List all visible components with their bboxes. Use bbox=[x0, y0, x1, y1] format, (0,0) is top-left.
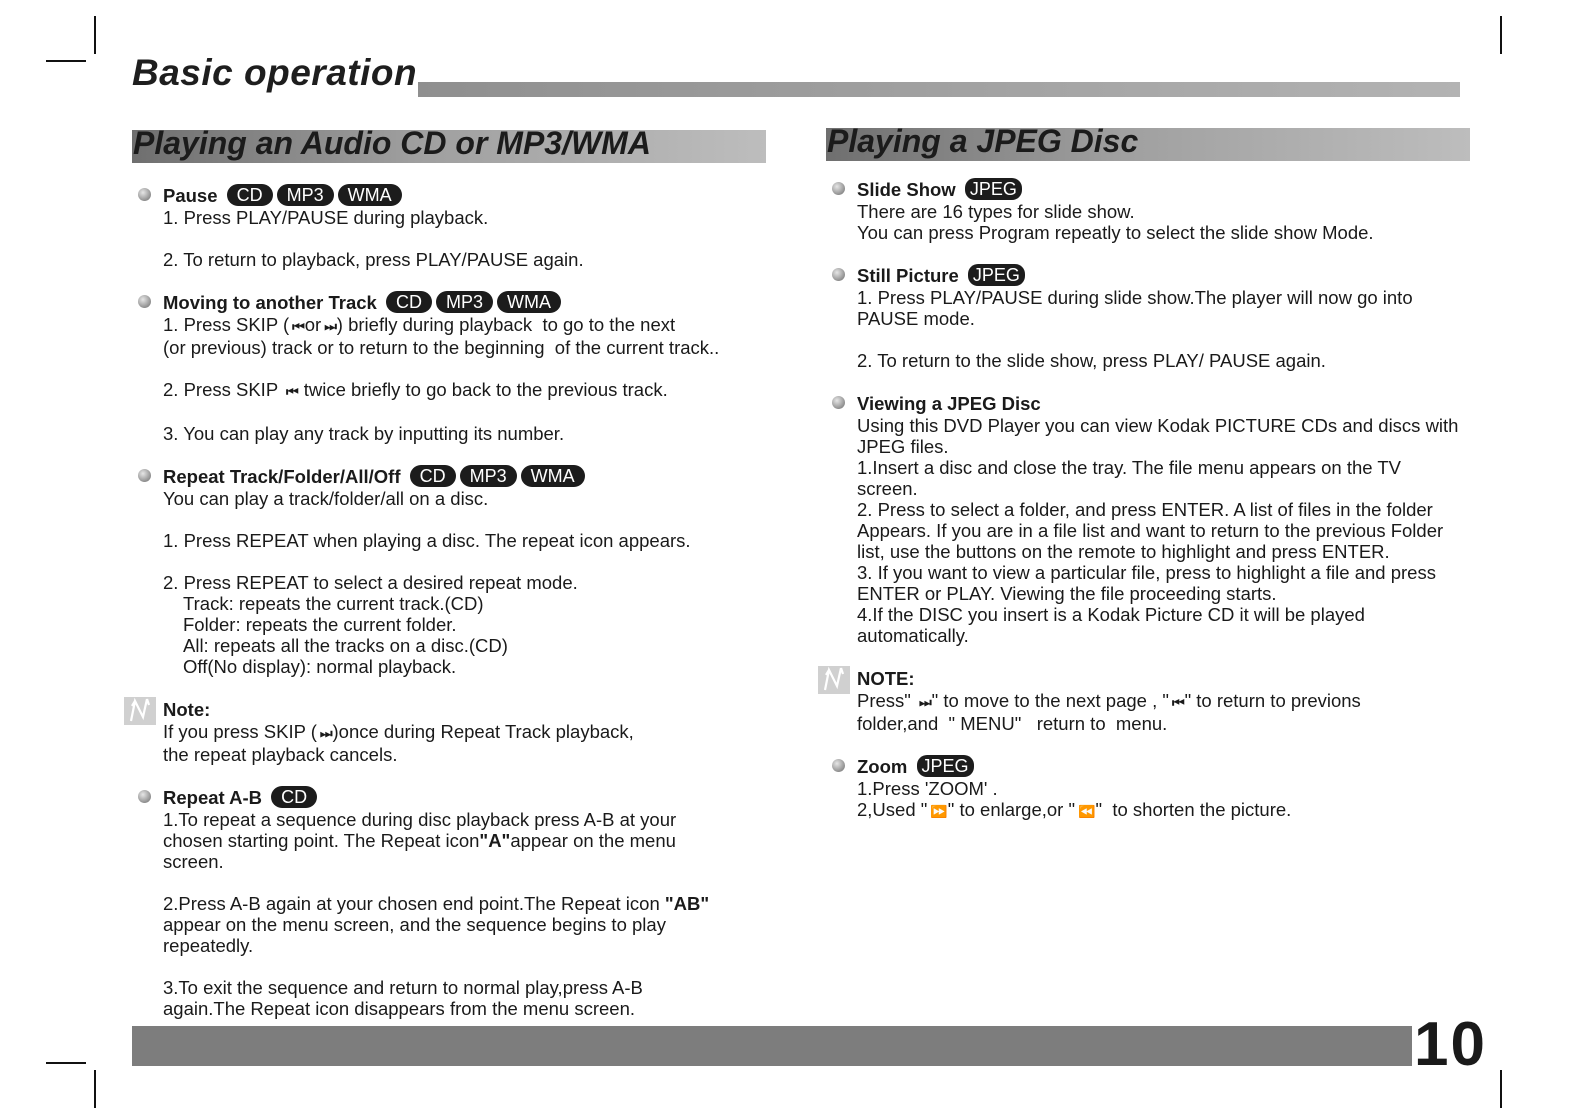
page-number: 10 bbox=[1414, 1010, 1487, 1079]
bullet-icon bbox=[832, 396, 845, 409]
repeat-mode-folder: Folder: repeats the current folder. bbox=[183, 614, 457, 635]
skip-next-icon: ⏭ bbox=[319, 726, 330, 740]
title-rule bbox=[418, 82, 1460, 97]
pause-step-2: 2. To return to playback, press PLAY/PAUSE again. bbox=[163, 249, 584, 270]
zoom-title: Zoom bbox=[857, 756, 908, 777]
moving-step-2-text-b: twice briefly to go back to the previous track. bbox=[303, 379, 668, 400]
moving-step-1-text-c: ) briefly during playback to go to the next bbox=[336, 314, 676, 335]
moving-step-2 bbox=[163, 379, 792, 402]
repeat-heading bbox=[163, 465, 792, 488]
ab-step-1-text-c: appear on the menu screen. bbox=[163, 830, 676, 872]
jpeg-note-text-a: Press" bbox=[857, 690, 911, 711]
crop-mark bbox=[94, 1070, 96, 1108]
note-icon bbox=[818, 666, 850, 694]
jpeg-note-text-c: " to return to previons bbox=[1184, 690, 1361, 711]
skip-previous-icon: ⏮ bbox=[1171, 695, 1182, 709]
jpeg-note-title: NOTE: bbox=[857, 668, 915, 689]
viewing-intro: Using this DVD Player you can view Kodak PICTURE CDs and discs with JPEG files. bbox=[857, 415, 1459, 457]
zoom-heading bbox=[857, 755, 1486, 778]
note-line-2: the repeat playback cancels. bbox=[163, 744, 398, 765]
zoom-section bbox=[826, 755, 1486, 822]
still-line-3: 2. To return to the slide show, press PLAY/ PAUSE again. bbox=[857, 350, 1326, 371]
still-heading bbox=[857, 264, 1486, 287]
bullet-icon bbox=[832, 182, 845, 195]
pause-step-1: 1. Press PLAY/PAUSE during playback. bbox=[163, 207, 489, 228]
ab-step-1 bbox=[163, 809, 733, 872]
slideshow-section bbox=[826, 178, 1486, 243]
jpeg-column bbox=[826, 178, 1486, 822]
still-title: Still Picture bbox=[857, 265, 959, 286]
pause-heading bbox=[163, 184, 792, 207]
slideshow-line-1: There are 16 types for slide show. bbox=[857, 201, 1135, 222]
section-title-jpeg: Playing a JPEG Disc bbox=[827, 123, 1139, 159]
crop-mark bbox=[94, 16, 96, 54]
note-line-1 bbox=[163, 721, 792, 744]
skip-previous-icon: ⏮ bbox=[285, 384, 296, 398]
skip-next-icon: ⏭ bbox=[919, 695, 929, 709]
repeat-intro: You can play a track/folder/all on a disc. bbox=[163, 488, 489, 509]
note-line-1-text-b: )once during Repeat Track playback, bbox=[332, 721, 634, 742]
zoom-line-2-text-b: " to enlarge,or " bbox=[947, 799, 1076, 820]
note-icon bbox=[124, 697, 156, 725]
ab-title: Repeat A-B bbox=[163, 787, 263, 808]
repeat-step-2: 2. Press REPEAT to select a desired repeat mode. bbox=[163, 572, 578, 593]
slideshow-line-2: You can press Program repeatly to select the slide show Mode. bbox=[857, 222, 1374, 243]
bullet-icon bbox=[832, 759, 845, 772]
repeat-mode-track: Track: repeats the current track.(CD) bbox=[183, 593, 484, 614]
moving-step-1-or: or bbox=[304, 314, 322, 335]
jpeg-note-section bbox=[826, 667, 1486, 734]
ab-step-2-text-c: appear on the menu screen, and the sequence begins to play repeatedly. bbox=[163, 914, 666, 956]
skip-previous-icon: ⏮ bbox=[292, 319, 302, 333]
viewing-step-4: 4.If the DISC you insert is a Kodak Picture CD it will be played automatically. bbox=[857, 604, 1365, 646]
bullet-icon bbox=[138, 469, 151, 482]
viewing-step-1: 1.Insert a disc and close the tray. The file menu appears on the TV screen. bbox=[857, 457, 1402, 499]
slideshow-heading bbox=[857, 178, 1486, 201]
badge-wma: WMA bbox=[497, 291, 561, 313]
badge-wma: WMA bbox=[338, 184, 402, 206]
fast-forward-icon: ⏩ bbox=[930, 804, 945, 818]
still-line-1: 1. Press PLAY/PAUSE during slide show.The player will now go into bbox=[857, 287, 1413, 308]
crop-mark bbox=[46, 1062, 86, 1064]
pause-title: Pause bbox=[163, 185, 218, 206]
badge-cd: CD bbox=[227, 184, 273, 206]
crop-mark bbox=[1500, 16, 1502, 54]
zoom-line-1: 1.Press 'ZOOM' . bbox=[857, 778, 998, 799]
page-title: Basic operation bbox=[132, 52, 418, 93]
bullet-icon bbox=[138, 790, 151, 803]
still-section bbox=[826, 264, 1486, 371]
badge-jpeg: JPEG bbox=[968, 264, 1025, 286]
ab-step-1-text-a: 1.To repeat a sequence during disc playback press A-B at your chosen starting point. The Repeat icon bbox=[163, 809, 677, 851]
section-header-audio bbox=[132, 125, 766, 163]
section-header-jpeg bbox=[826, 123, 1470, 161]
rewind-icon: ⏪ bbox=[1078, 804, 1093, 818]
badge-jpeg: JPEG bbox=[965, 178, 1022, 200]
audio-column bbox=[132, 184, 792, 1019]
ab-step-2 bbox=[163, 893, 733, 956]
still-line-2: PAUSE mode. bbox=[857, 308, 975, 329]
badge-cd: CD bbox=[410, 465, 456, 487]
viewing-step-2: 2. Press to select a folder, and press ENTER. A list of files in the folder Appears. If you are in a file list and want to return to the previous Folder list, use the buttons on the remote to highlight and press ENTER. bbox=[857, 499, 1444, 562]
repeat-title: Repeat Track/Folder/All/Off bbox=[163, 466, 401, 487]
viewing-step-3: 3. If you want to view a particular file, press to highlight a file and press ENTER or PLAY. Viewing the file proceeding starts. bbox=[857, 562, 1436, 604]
zoom-line-2 bbox=[857, 799, 1486, 822]
ab-section bbox=[132, 786, 792, 1019]
badge-mp3: MP3 bbox=[277, 184, 334, 206]
badge-mp3: MP3 bbox=[436, 291, 493, 313]
repeat-step-1: 1. Press REPEAT when playing a disc. The repeat icon appears. bbox=[163, 530, 691, 551]
badge-mp3: MP3 bbox=[460, 465, 517, 487]
bullet-icon bbox=[138, 295, 151, 308]
slideshow-title: Slide Show bbox=[857, 179, 956, 200]
moving-section bbox=[132, 291, 792, 444]
moving-step-1 bbox=[163, 314, 792, 337]
repeat-mode-all: All: repeats all the tracks on a disc.(CD) bbox=[183, 635, 508, 656]
badge-cd: CD bbox=[386, 291, 432, 313]
badge-cd: CD bbox=[271, 786, 317, 808]
footer-bar bbox=[132, 1026, 1412, 1066]
bullet-icon bbox=[138, 188, 151, 201]
moving-step-2-text-a: 2. Press SKIP bbox=[163, 379, 278, 400]
crop-mark bbox=[1500, 1070, 1502, 1108]
ab-step-2-text-a: 2.Press A-B again at your chosen end point.The Repeat icon bbox=[163, 893, 660, 914]
jpeg-note-line-1 bbox=[857, 690, 1486, 713]
skip-next-icon: ⏭ bbox=[324, 319, 334, 333]
viewing-section bbox=[826, 392, 1486, 646]
moving-step-1-text-a: 1. Press SKIP ( bbox=[163, 314, 290, 335]
section-title-audio: Playing an Audio CD or MP3/WMA bbox=[133, 125, 651, 161]
note-title: Note: bbox=[163, 699, 211, 720]
moving-step-3: 3. You can play any track by inputting its number. bbox=[163, 423, 565, 444]
moving-title: Moving to another Track bbox=[163, 292, 377, 313]
badge-jpeg: JPEG bbox=[917, 755, 974, 777]
repeat-mode-off: Off(No display): normal playback. bbox=[183, 656, 457, 677]
moving-step-1-cont: (or previous) track or to return to the beginning of the current track.. bbox=[163, 337, 720, 358]
viewing-title: Viewing a JPEG Disc bbox=[857, 393, 1041, 414]
ab-step-1-icon-a: "A" bbox=[479, 830, 511, 851]
pause-section bbox=[132, 184, 792, 270]
badge-wma: WMA bbox=[521, 465, 585, 487]
jpeg-note-line-2: folder,and " MENU" return to menu. bbox=[857, 713, 1168, 734]
ab-step-2-icon-ab: "AB" bbox=[664, 893, 710, 914]
bullet-icon bbox=[832, 268, 845, 281]
jpeg-note-text-b: " to move to the next page , " bbox=[931, 690, 1169, 711]
zoom-line-2-text-c: " to shorten the picture. bbox=[1095, 799, 1292, 820]
repeat-section bbox=[132, 465, 792, 677]
note-section bbox=[132, 698, 792, 765]
moving-heading bbox=[163, 291, 792, 314]
note-line-1-text-a: If you press SKIP ( bbox=[163, 721, 317, 742]
ab-step-3: 3.To exit the sequence and return to normal play,press A-B again.The Repeat icon disappears from the menu screen. bbox=[163, 977, 643, 1019]
ab-heading bbox=[163, 786, 792, 809]
zoom-line-2-text-a: 2,Used " bbox=[857, 799, 928, 820]
crop-mark bbox=[46, 60, 86, 62]
